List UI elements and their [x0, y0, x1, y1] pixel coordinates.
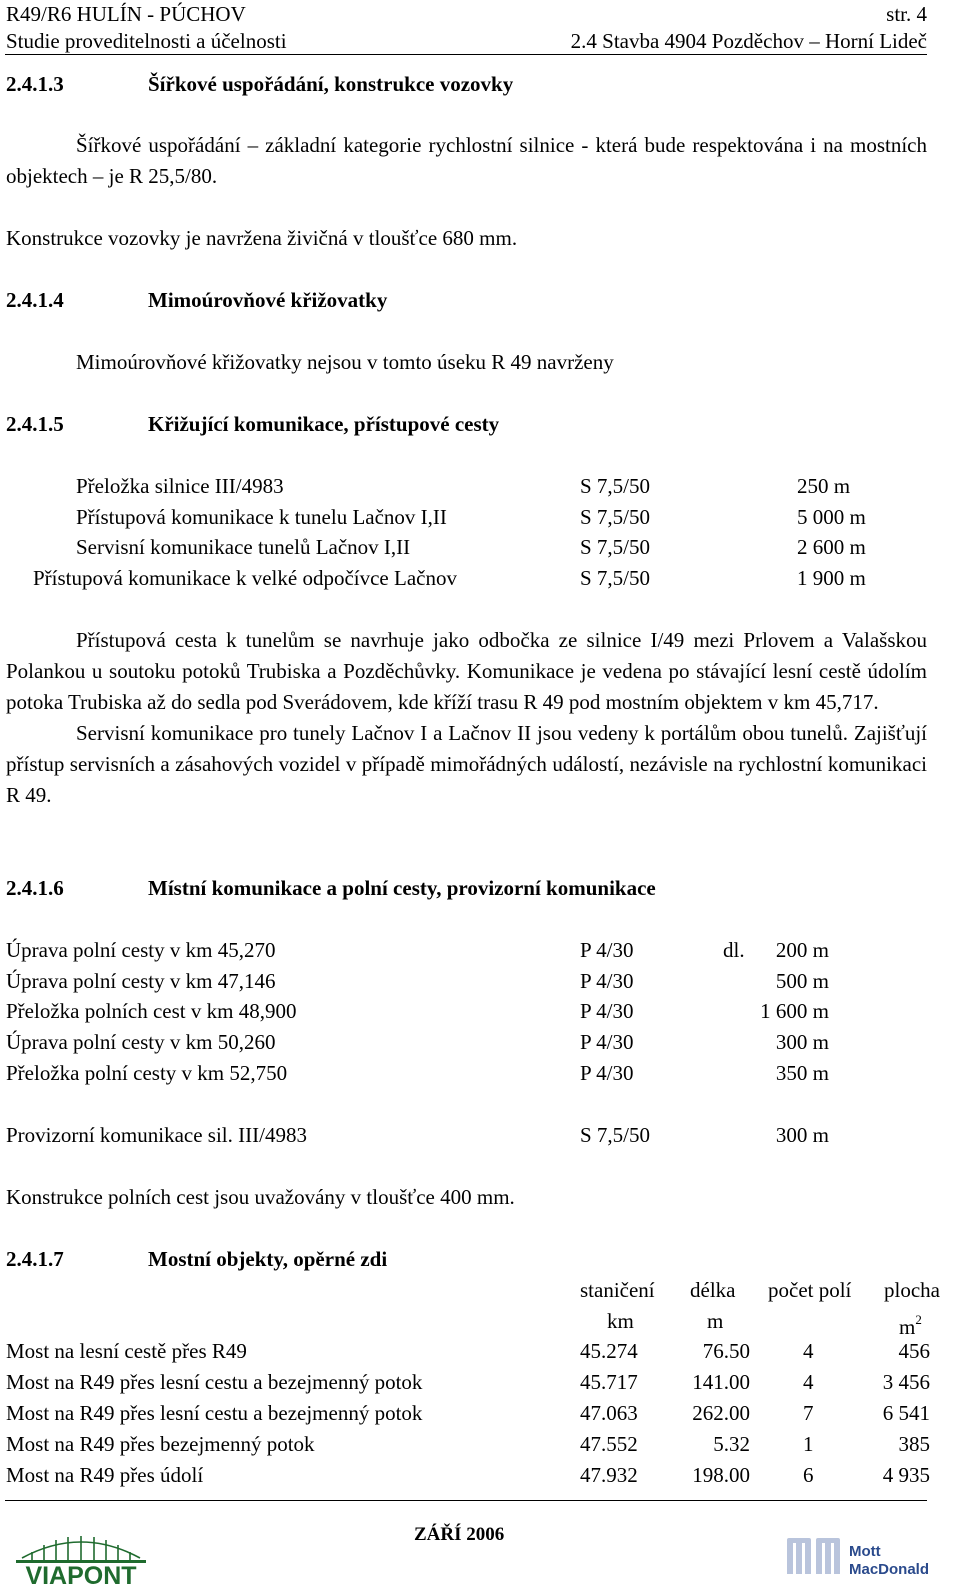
paragraph-text: Konstrukce vozovky je navržena živičná v tloušťce 680 mm.	[6, 226, 518, 250]
mott-logo-line1: Mott	[849, 1543, 881, 1560]
column-header-area: plocha	[884, 1278, 940, 1302]
section-title: Mostní objekty, opěrné zdi	[148, 1247, 388, 1271]
table-cell-length: 350 m	[775, 1061, 829, 1085]
table-cell-name: Most na R49 přes lesní cestu a bezejmenný potok	[6, 1370, 423, 1394]
table-cell-name: Úprava polní cesty v km 50,260	[6, 1030, 276, 1054]
section-number: 2.4.1.3	[6, 72, 64, 96]
section-title: Mimoúrovňové křižovatky	[148, 288, 388, 312]
header-divider	[5, 54, 927, 55]
table-cell-length: 76.50	[702, 1339, 750, 1363]
table-cell-length: 1 900 m	[797, 566, 866, 590]
table-cell-name: Úprava polní cesty v km 47,146	[6, 969, 276, 993]
viapont-logo	[12, 1528, 150, 1585]
unit-exponent: 2	[915, 1312, 922, 1327]
table-cell-name: Přístupová komunikace k velké odpočívce Lačnov	[33, 566, 457, 590]
column-header-spans: počet polí	[768, 1278, 852, 1302]
header-study-title: Studie proveditelnosti a účelnosti	[6, 29, 287, 53]
table-cell-category: S 7,5/50	[580, 535, 651, 559]
viapont-logo-graphic	[12, 1528, 150, 1585]
section-number: 2.4.1.7	[6, 1247, 64, 1271]
table-cell-name: Přeložka silnice III/4983	[76, 474, 284, 498]
column-unit-km: km	[607, 1309, 634, 1333]
paragraph	[6, 130, 927, 192]
column-unit-m: m	[707, 1309, 724, 1333]
header-page-number: str. 4	[886, 2, 927, 26]
paragraph-text: Šířkové uspořádání – základní kategorie rychlostní silnice - která bude respektována i na mostních objektech – je R 25,5/80.	[6, 133, 927, 188]
table-cell-chainage: 47.552	[580, 1432, 638, 1456]
table-cell-prefix: dl.	[723, 938, 745, 962]
table-cell-name: Přeložka polní cesty v km 52,750	[6, 1061, 288, 1085]
table-cell-area: 385	[898, 1432, 930, 1456]
table-cell-category: S 7,5/50	[580, 505, 651, 529]
table-cell-name: Provizorní komunikace sil. III/4983	[6, 1123, 307, 1147]
unit-m: m	[899, 1315, 916, 1339]
section-title: Křižující komunikace, přístupové cesty	[148, 412, 500, 436]
paragraph	[6, 625, 927, 811]
column-header-chainage: staničení	[580, 1278, 655, 1302]
section-title: Šířkové uspořádání, konstrukce vozovky	[148, 72, 514, 96]
table-cell-area: 456	[898, 1339, 930, 1363]
footer-date: ZÁŘÍ 2006	[414, 1524, 505, 1545]
footer-divider	[5, 1500, 927, 1501]
table-cell-length: 141.00	[692, 1370, 750, 1394]
table-cell-chainage: 47.932	[580, 1463, 638, 1487]
table-cell-chainage: 47.063	[580, 1401, 638, 1425]
table-cell-length: 300 m	[775, 1123, 829, 1147]
mott-logo-graphic	[783, 1526, 933, 1582]
table-cell-category: P 4/30	[580, 1061, 634, 1085]
table-cell-length: 500 m	[775, 969, 829, 993]
table-cell-length: 300 m	[775, 1030, 829, 1054]
table-cell-name: Přeložka polních cest v km 48,900	[6, 999, 297, 1023]
section-title: Místní komunikace a polní cesty, provizorní komunikace	[148, 876, 656, 900]
section-number: 2.4.1.5	[6, 412, 64, 436]
table-cell-chainage: 45.274	[580, 1339, 638, 1363]
table-cell-name: Úprava polní cesty v km 45,270	[6, 938, 276, 962]
table-cell-name: Most na lesní cestě přes R49	[6, 1339, 247, 1363]
header-section-title: 2.4 Stavba 4904 Pozděchov – Horní Lideč	[570, 29, 927, 53]
table-cell-category: S 7,5/50	[580, 566, 651, 590]
table-cell-name: Most na R49 přes údolí	[6, 1463, 204, 1487]
paragraph-text: Konstrukce polních cest jsou uvažovány v tloušťce 400 mm.	[6, 1185, 515, 1209]
table-cell-name: Přístupová komunikace k tunelu Lačnov I,II	[76, 505, 447, 529]
table-cell-category: P 4/30	[580, 938, 634, 962]
mott-macdonald-logo	[783, 1526, 933, 1582]
table-cell-length: 250 m	[797, 474, 851, 498]
table-cell-category: P 4/30	[580, 999, 634, 1023]
table-cell-length: 200 m	[775, 938, 829, 962]
paragraph-text: Mimoúrovňové křižovatky nejsou v tomto úseku R 49 navrženy	[76, 350, 614, 374]
table-cell-spans: 4	[803, 1339, 814, 1363]
table-cell-name: Servisní komunikace tunelů Lačnov I,II	[76, 535, 411, 559]
paragraph-text: Přístupová cesta k tunelům se navrhuje jako odbočka ze silnice I/49 mezi Prlovem a Valašskou Polankou u soutoku potoků Trubiska a Pozděchůvky. Komunikace je vedena po stávající lesní cestě údolím potoka Trubiska až do sedla pod Sverádovem, kde kříží trasu R 49 pod mostním objektem v km 45,717.	[6, 628, 927, 714]
table-cell-length: 2 600 m	[797, 535, 866, 559]
table-cell-category: P 4/30	[580, 1030, 634, 1054]
table-cell-spans: 1	[803, 1432, 814, 1456]
table-cell-length: 5 000 m	[797, 505, 866, 529]
table-cell-length: 198.00	[692, 1463, 750, 1487]
table-cell-area: 3 456	[882, 1370, 930, 1394]
table-cell-category: S 7,5/50	[580, 474, 651, 498]
table-cell-category: S 7,5/50	[580, 1123, 651, 1147]
table-cell-chainage: 45.717	[580, 1370, 638, 1394]
table-cell-length: 262.00	[692, 1401, 750, 1425]
header-project-title: R49/R6 HULÍN - PÚCHOV	[6, 2, 246, 26]
table-cell-spans: 6	[803, 1463, 814, 1487]
table-cell-category: P 4/30	[580, 969, 634, 993]
table-cell-area: 6 541	[882, 1401, 930, 1425]
paragraph-text: Servisní komunikace pro tunely Lačnov I a Lačnov II jsou vedeny k portálům obou tunelů. Zajišťují přístup servisních a zásahových vozidel v případě mimořádných událostí, nezávisle na rychlostní komunikaci R 49.	[6, 721, 927, 807]
table-cell-spans: 7	[803, 1401, 814, 1425]
table-cell-name: Most na R49 přes lesní cestu a bezejmenný potok	[6, 1401, 423, 1425]
section-number: 2.4.1.6	[6, 876, 64, 900]
table-cell-spans: 4	[803, 1370, 814, 1394]
viapont-logo-text: VIAPONT	[25, 1562, 137, 1585]
table-cell-area: 4 935	[882, 1463, 930, 1487]
table-cell-length: 5.32	[713, 1432, 750, 1456]
mott-logo-line2: MacDonald	[849, 1561, 930, 1578]
column-header-length: délka	[690, 1278, 736, 1302]
table-cell-length: 1 600 m	[760, 999, 829, 1023]
table-cell-name: Most na R49 přes bezejmenný potok	[6, 1432, 315, 1456]
section-number: 2.4.1.4	[6, 288, 64, 312]
